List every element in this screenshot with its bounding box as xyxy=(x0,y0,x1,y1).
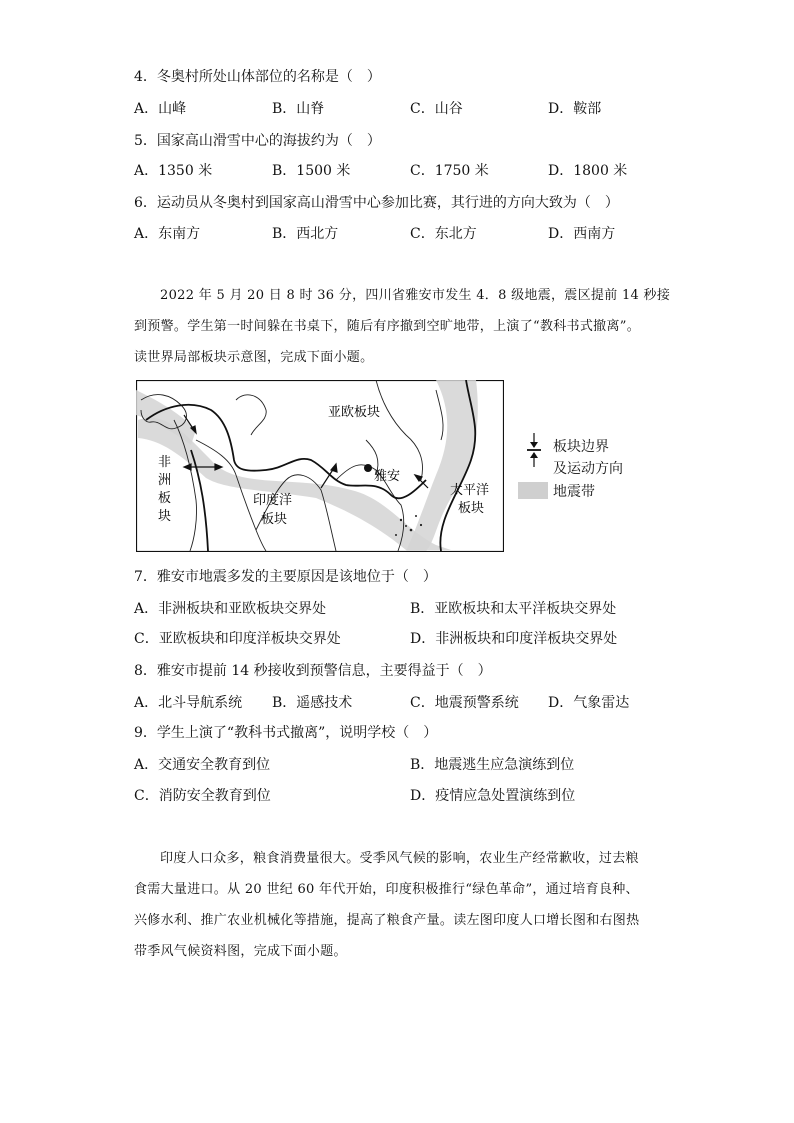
label-indian-plate-1: 印度洋 xyxy=(253,492,293,507)
label-africa-2: 洲 xyxy=(158,472,172,487)
question-7-stem: 7．雅安市地震多发的主要原因是该地位于（ ） xyxy=(134,569,437,585)
passage-india-line-1: 印度人口众多，粮食消费量很大。受季风气候的影响，农业生产经常歉收，过去粮 xyxy=(160,851,639,866)
passage-india-line-4: 带季风气候资料图，完成下面小题。 xyxy=(134,944,347,959)
question-7-option-c[interactable]: C．亚欧板块和印度洋板块交界处 xyxy=(134,631,341,647)
passage-india-line-3: 兴修水利、推广农业机械化等措施，提高了粮食产量。读左图印度人口增长图和右图热 xyxy=(134,913,640,928)
question-9-option-d[interactable]: D．疫情应急处置演练到位 xyxy=(410,788,576,804)
yaan-marker xyxy=(364,464,372,472)
question-9-stem: 9．学生上演了“教科书式撤离”，说明学校（ ） xyxy=(134,725,438,741)
label-pacific-plate-1: 太平洋 xyxy=(450,482,490,497)
question-6-option-b[interactable]: B．西北方 xyxy=(272,226,339,242)
legend-quake-label: 地震带 xyxy=(553,484,595,500)
question-4-option-d[interactable]: D．鞍部 xyxy=(548,101,602,117)
passage-earthquake-line-3: 读世界局部板块示意图，完成下面小题。 xyxy=(134,350,374,365)
plate-boundary-map xyxy=(136,380,504,552)
question-6-stem: 6．运动员从冬奥村到国家高山滑雪中心参加比赛，其行进的方向大致为（ ） xyxy=(134,195,619,211)
question-8-option-d[interactable]: D．气象雷达 xyxy=(548,695,630,711)
question-5-stem: 5．国家高山滑雪中心的海拔约为（ ） xyxy=(134,133,381,149)
question-4-stem: 4．冬奥村所处山体部位的名称是（ ） xyxy=(134,69,381,85)
label-indian-plate-2: 板块 xyxy=(261,511,288,526)
question-8-option-b[interactable]: B．遥感技术 xyxy=(272,695,353,711)
question-7-option-a[interactable]: A．非洲板块和亚欧板块交界处 xyxy=(134,601,327,617)
question-7-option-b[interactable]: B．亚欧板块和太平洋板块交界处 xyxy=(410,601,617,617)
question-5-option-d[interactable]: D．1800 米 xyxy=(548,163,628,179)
legend-boundary-line-1: 板块边界 xyxy=(553,439,609,455)
label-africa-1: 非 xyxy=(158,454,172,469)
question-5-option-a[interactable]: A．1350 米 xyxy=(134,163,213,179)
legend-boundary-line-2: 及运动方向 xyxy=(553,461,623,477)
label-yaan: 雅安 xyxy=(374,468,401,483)
question-4-option-c[interactable]: C．山谷 xyxy=(410,101,463,117)
question-5-option-b[interactable]: B．1500 米 xyxy=(272,163,351,179)
question-9-option-a[interactable]: A．交通安全教育到位 xyxy=(134,757,271,773)
question-9-option-c[interactable]: C．消防安全教育到位 xyxy=(134,788,271,804)
question-8-stem: 8．雅安市提前 14 秒接收到预警信息，主要得益于（ ） xyxy=(134,663,492,679)
legend-quake-swatch xyxy=(518,482,548,499)
question-6-option-d[interactable]: D．西南方 xyxy=(548,226,616,242)
passage-earthquake xyxy=(134,280,674,373)
passage-earthquake-line-1: 2022 年 5 月 20 日 8 时 36 分，四川省雅安市发生 4．8 级地震，震区提前 14 秒接 xyxy=(160,288,671,303)
question-4-option-a[interactable]: A．山峰 xyxy=(134,101,187,117)
question-5-option-c[interactable]: C．1750 米 xyxy=(410,163,489,179)
passage-earthquake-line-2: 到预警。学生第一时间躲在书桌下，随后有序撤到空旷地带，上演了“教科书式撤离”。 xyxy=(134,319,640,334)
question-9-option-b[interactable]: B．地震逃生应急演练到位 xyxy=(410,757,575,773)
label-eurasia-plate: 亚欧板块 xyxy=(328,404,381,419)
passage-india xyxy=(134,843,674,967)
question-4-option-b[interactable]: B．山脊 xyxy=(272,101,325,117)
question-6-option-a[interactable]: A．东南方 xyxy=(134,226,201,242)
label-africa-3: 板 xyxy=(158,490,172,505)
question-6-option-c[interactable]: C．东北方 xyxy=(410,226,477,242)
passage-india-line-2: 食需大量进口。从 20 世纪 60 年代开始，印度积极推行“绿色革命”，通过培育良种、 xyxy=(134,882,639,897)
label-africa-4: 块 xyxy=(158,508,172,523)
question-8-option-c[interactable]: C．地震预警系统 xyxy=(410,695,519,711)
question-7-option-d[interactable]: D．非洲板块和印度洋板块交界处 xyxy=(410,631,618,647)
question-8-option-a[interactable]: A．北斗导航系统 xyxy=(134,695,243,711)
legend-boundary-icon xyxy=(525,432,543,468)
label-pacific-plate-2: 板块 xyxy=(458,500,485,515)
